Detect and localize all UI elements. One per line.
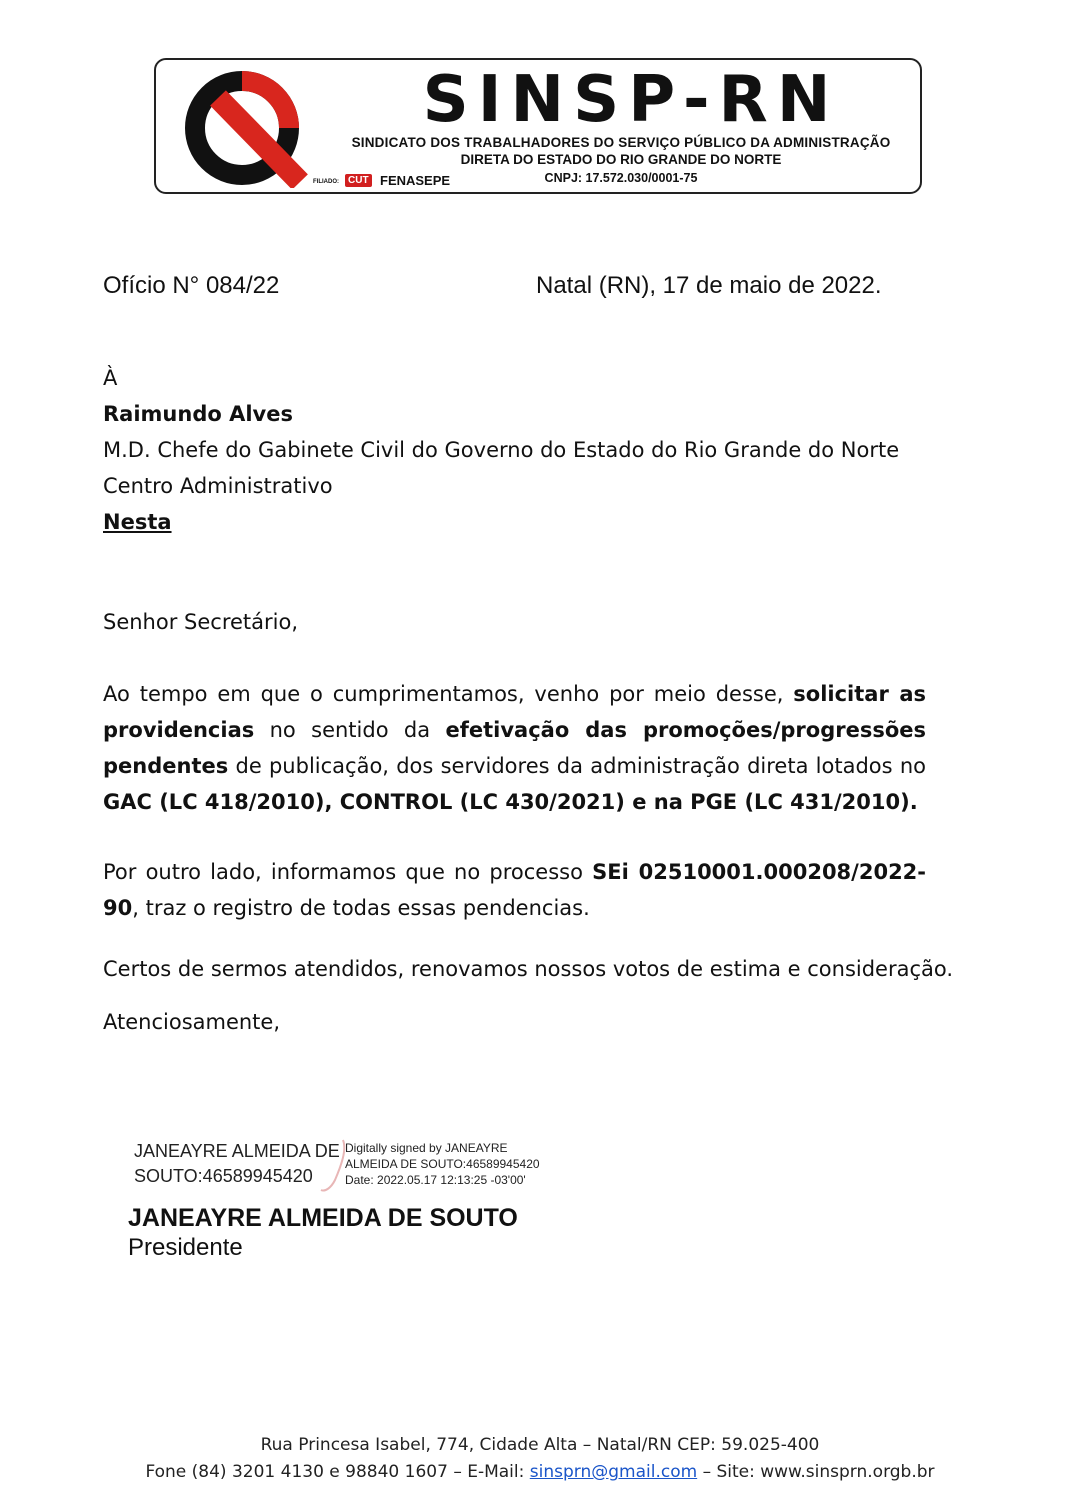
signature-details-line1: Digitally signed by JANEAYRE — [345, 1141, 508, 1155]
footer-contact — [0, 1459, 1080, 1486]
addressee-prefix: À — [103, 366, 118, 390]
addressee-block — [103, 360, 943, 540]
brand-subtitle-line2: DIRETA DO ESTADO DO RIO GRANDE DO NORTE — [460, 152, 782, 167]
fenasepe-label: FENASEPE — [380, 173, 451, 188]
digital-signature-name-line1: JANEAYRE ALMEIDA DE — [134, 1141, 340, 1161]
footer-contact-phone: Fone (84) 3201 4130 e 98840 1607 – E-Mail: — [145, 1462, 530, 1482]
footer-address: Rua Princesa Isabel, 774, Cidade Alta – Natal/RN CEP: 59.025-400 — [260, 1435, 820, 1455]
p1-bold-request: solicitar as providencias — [103, 682, 926, 742]
paragraph-process — [103, 854, 926, 926]
oficio-number: Ofício N° 084/22 — [103, 272, 280, 299]
affiliation-label: FILIADO: — [313, 179, 339, 185]
signature-details-line2: ALMEIDA DE SOUTO:46589945420 — [345, 1157, 540, 1171]
footer — [0, 1432, 1080, 1486]
addressee-title: M.D. Chefe do Gabinete Civil do Governo do Estado do Rio Grande do Norte — [103, 438, 900, 462]
sinsp-logo-icon — [176, 70, 316, 188]
digital-signature-name-line2: SOUTO:46589945420 — [134, 1166, 313, 1186]
p1-text-c: no sentido da — [254, 718, 446, 742]
cut-logo: CUT — [345, 174, 372, 187]
addressee-name: Raimundo Alves — [103, 402, 293, 426]
signature-details-line3: Date: 2022.05.17 12:13:25 -03'00' — [345, 1173, 526, 1187]
p1-text-e: de publicação, dos servidores da administração direta lotados no — [228, 754, 926, 778]
footer-site: – Site: www.sinsprn.orgb.br — [697, 1462, 935, 1482]
brand-cnpj: CNPJ: 17.572.030/0001-75 — [544, 171, 698, 185]
p2-text-a: Por outro lado, informamos que no processo — [103, 860, 593, 884]
p1-bold-agencies: GAC (LC 418/2010), CONTROL (LC 430/2021) e na PGE (LC 431/2010). — [103, 790, 918, 814]
signer-role: Presidente — [128, 1234, 243, 1261]
brand-name: SINSP-RN — [422, 63, 840, 137]
salutation: Senhor Secretário, — [103, 610, 299, 634]
digital-signature-details — [345, 1140, 540, 1188]
closing: Atenciosamente, — [103, 1010, 281, 1034]
p2-bold-process-number: SEi 02510001.000208/2022-90 — [103, 860, 927, 920]
letterhead — [154, 58, 922, 194]
addressee-location: Centro Administrativo — [103, 474, 333, 498]
digital-signature-name — [134, 1139, 340, 1189]
letter-date: Natal (RN), 17 de maio de 2022. — [536, 272, 882, 299]
signer-name: JANEAYRE ALMEIDA DE SOUTO — [128, 1204, 518, 1232]
paragraph-regards: Certos de sermos atendidos, renovamos nossos votos de estima e consideração. — [103, 957, 954, 981]
addressee-nesta: Nesta — [103, 510, 172, 534]
paragraph-request — [103, 676, 926, 820]
p1-text-a: Ao tempo em que o cumprimentamos, venho por meio desse, — [103, 682, 794, 706]
brand-subtitle-line1: SINDICATO DOS TRABALHADORES DO SERVIÇO PÚBLICO DA ADMINISTRAÇÃO — [351, 135, 891, 150]
p2-text-c: , traz o registro de todas essas pendencias. — [132, 896, 590, 920]
p1-bold-promotions: efetivação das promoções/progressões pendentes — [103, 718, 926, 778]
footer-email-link[interactable]: sinsprn@gmail.com — [529, 1462, 698, 1482]
